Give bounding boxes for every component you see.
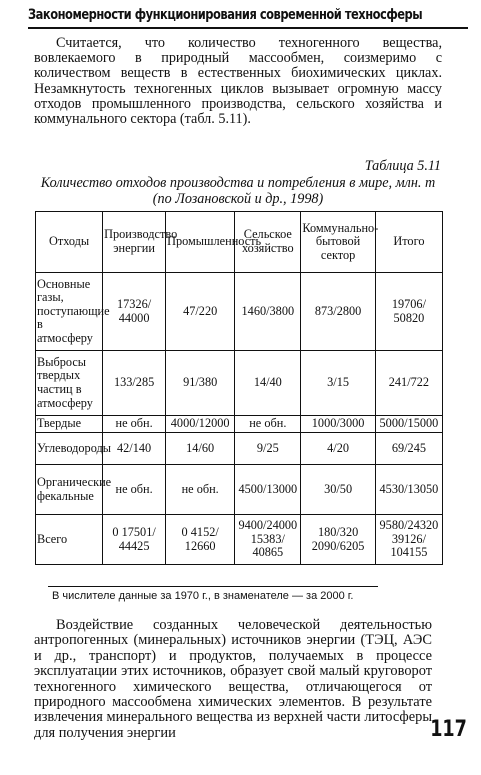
- table-header-cell: Отходы: [36, 212, 103, 273]
- table-cell: 47/220: [166, 273, 235, 351]
- table-header-row: [36, 212, 443, 273]
- table-header-cell: Коммунально-бытовой сектор: [301, 212, 375, 273]
- header-rule: [28, 27, 468, 29]
- table-cell: 17326/ 44000: [103, 273, 166, 351]
- waste-table: [35, 211, 443, 565]
- table-cell: не обн.: [103, 465, 166, 515]
- table-cell: 873/2800: [301, 273, 375, 351]
- table-cell: не обн.: [166, 465, 235, 515]
- table-cell: 133/285: [103, 351, 166, 416]
- table-cell: 19706/ 50820: [375, 273, 442, 351]
- table-cell: 42/140: [103, 433, 166, 465]
- table-cell: не обн.: [103, 416, 166, 433]
- table-row: [36, 465, 443, 515]
- table-cell: 1000/3000: [301, 416, 375, 433]
- table-row: [36, 416, 443, 433]
- table-header-cell: Производство энергии: [103, 212, 166, 273]
- table-cell: 14/40: [235, 351, 301, 416]
- table-cell: 14/60: [166, 433, 235, 465]
- paragraph-intro: [34, 36, 442, 127]
- table-row: [36, 515, 443, 565]
- running-header-title: Закономерности функционирования современной техносферы: [28, 7, 423, 23]
- table-cell: не обн.: [235, 416, 301, 433]
- running-header: [28, 4, 468, 26]
- table-cell: 0 4152/ 12660: [166, 515, 235, 565]
- table-row: [36, 273, 443, 351]
- table-cell: 4/20: [301, 433, 375, 465]
- table-cell: Твердые: [36, 416, 103, 433]
- table-cell: 241/722: [375, 351, 442, 416]
- table-header-cell: Сельское хозяйство: [235, 212, 301, 273]
- table-row: [36, 433, 443, 465]
- table-cell: 4530/13050: [375, 465, 442, 515]
- table-header-cell: Промышленность: [166, 212, 235, 273]
- table-cell: 69/245: [375, 433, 442, 465]
- table-cell: 9580/24320 39126/ 104155: [375, 515, 442, 565]
- table-cell: 9400/24000 15383/ 40865: [235, 515, 301, 565]
- table-row: [36, 351, 443, 416]
- table-cell: 180/320 2090/6205: [301, 515, 375, 565]
- footnote-rule: [48, 586, 378, 587]
- paragraph-intro-text: Считается, что количество техногенного вещества, вовлекаемого в природный массообмен, соизмеримо с количеством веществ в естественных биохимических циклах. Незамкнутость техногенных циклов вызывает огромную массу отходов промышленного производства, сельского хозяйства и коммунального сектора (табл. 5.11).: [34, 35, 442, 128]
- table-cell: 91/380: [166, 351, 235, 416]
- table-cell: 0 17501/ 44425: [103, 515, 166, 565]
- table-number: Таблица 5.11: [364, 158, 441, 174]
- table-cell: Основные газы, поступающие в атмосферу: [36, 273, 103, 351]
- table-cell: 4000/12000: [166, 416, 235, 433]
- table-cell: 9/25: [235, 433, 301, 465]
- table-cell: 3/15: [301, 351, 375, 416]
- table-cell: 30/50: [301, 465, 375, 515]
- table-cell: Выбросы твердых частиц в атмосферу: [36, 351, 103, 416]
- table-header-cell: Итого: [375, 212, 442, 273]
- table-title: Количество отходов производства и потребления в мире, млн. т (по Лозановской и др., 1998): [40, 175, 436, 207]
- paragraph-main-text: Воздействие созданных человеческой деятельностью антропогенных (минеральных) источников энергии (ТЭЦ, АЭС и др., транспорт) и продуктов, получаемых в процессе эксплуатации этих источников, образует свой малый круговорот техногенного химического вещества, отличающегося от природного массообмена химических элементов. В результате извлечения минерального вещества из верхней части литосферы для получения энергии: [34, 617, 432, 741]
- table-footnote: В числителе данные за 1970 г., в знаменателе — за 2000 г.: [52, 590, 354, 602]
- table-cell: 4500/13000: [235, 465, 301, 515]
- table-cell: Углеводороды: [36, 433, 103, 465]
- table-cell: 5000/15000: [375, 416, 442, 433]
- paragraph-main: [34, 618, 432, 741]
- page-number: 117: [430, 717, 467, 742]
- table-cell: Органические фекальные: [36, 465, 103, 515]
- table-cell: Всего: [36, 515, 103, 565]
- table-cell: 1460/3800: [235, 273, 301, 351]
